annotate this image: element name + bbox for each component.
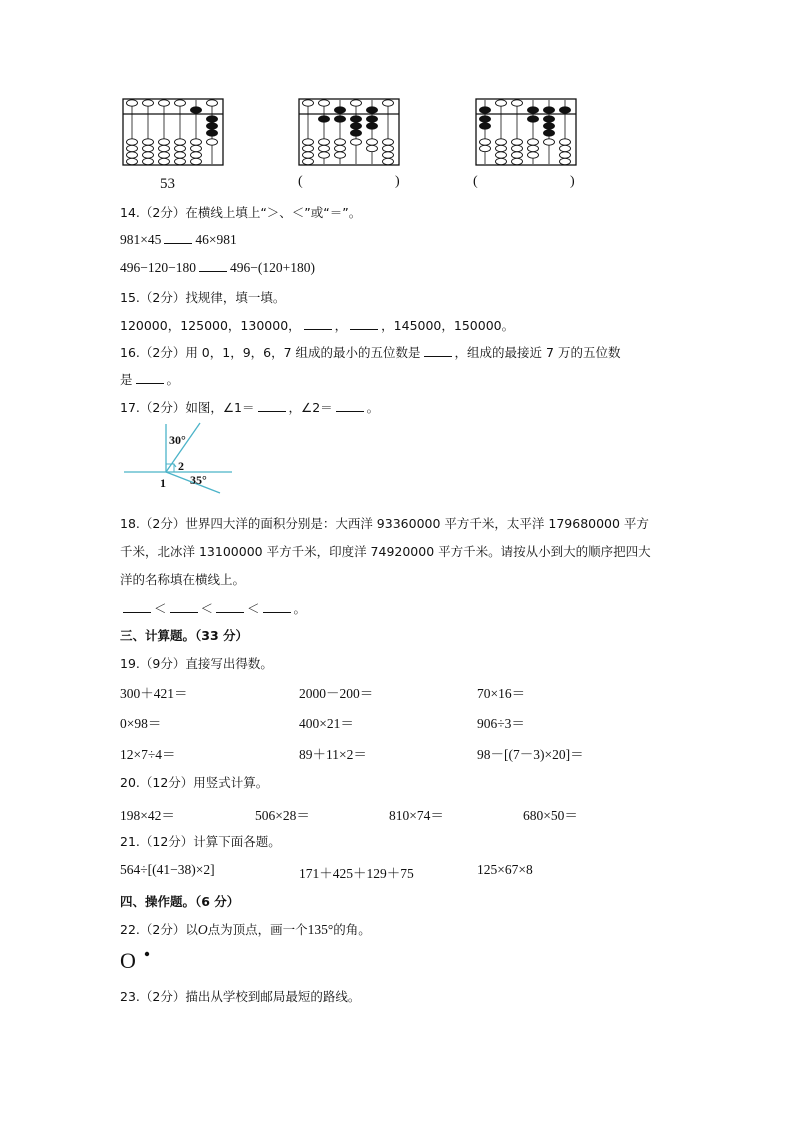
q17-blank-1[interactable] — [258, 399, 286, 412]
q19-item: 400×21＝ — [299, 716, 354, 731]
abacus-1-answer: 53 — [160, 176, 175, 192]
q15-label: 15.（2分）找规律，填一填。 — [120, 290, 286, 305]
q20-item: 680×50＝ — [523, 808, 578, 823]
section3-title: 三、计算题。（33 分） — [120, 628, 248, 643]
q18-blank-3[interactable] — [216, 600, 244, 613]
q19-item: 12×7÷4＝ — [120, 747, 176, 762]
q20-item: 810×74＝ — [389, 808, 444, 823]
q18-line1: 18.（2分）世界四大洋的面积分别是：大西洋 93360000 平方千米，太平洋 179680000 平方 — [120, 516, 649, 531]
abacus-3 — [475, 98, 577, 166]
q19-item: 300＋421＝ — [120, 686, 188, 701]
q21-label: 21.（12分）计算下面各题。 — [120, 834, 281, 849]
q15-blank-2[interactable] — [350, 317, 378, 330]
angle-35-label: 35° — [190, 473, 207, 487]
q18-blank-1[interactable] — [123, 600, 151, 613]
abacus-3-paren-close: ) — [570, 174, 575, 189]
angle-figure — [120, 420, 240, 495]
q18-blank-2[interactable] — [170, 600, 198, 613]
q21-item: 564÷[(41−38)×2] — [120, 862, 215, 877]
q23-label: 23.（2分）描出从学校到邮局最短的路线。 — [120, 989, 361, 1004]
section4-title: 四、操作题。（6 分） — [120, 894, 240, 909]
q14-blank-1[interactable] — [164, 231, 192, 244]
q15-sequence: 120000，125000，130000， ， ，145000，150000。 — [120, 318, 515, 333]
q19-item: 70×16＝ — [477, 686, 526, 701]
q15-blank-1[interactable] — [304, 317, 332, 330]
q21-item: 125×67×8 — [477, 862, 533, 877]
q14-label: 14.（2分）在横线上填上“＞、＜”或“＝”。 — [120, 205, 362, 220]
angle-30-label: 30° — [169, 433, 186, 447]
q18-answer-row: ＜ ＜ ＜ 。 — [120, 599, 306, 617]
q14-line1: 981×45 46×981 — [120, 232, 237, 247]
abacus-2 — [298, 98, 400, 166]
q19-item: 0×98＝ — [120, 716, 162, 731]
angle-2-label: 2 — [178, 459, 184, 473]
q16-line2: 是 。 — [120, 372, 180, 387]
q20-item: 506×28＝ — [255, 808, 310, 823]
q18-blank-4[interactable] — [263, 600, 291, 613]
q19-item: 98－[(7－3)×20]＝ — [477, 747, 584, 762]
angle-1-label: 1 — [160, 476, 166, 490]
q21-item: 171＋425＋129＋75 — [299, 866, 414, 881]
q22-label: 22.（2分）以O点为顶点，画一个135°的角。 — [120, 922, 371, 937]
q19-item: 906÷3＝ — [477, 716, 525, 731]
q17-blank-2[interactable] — [336, 399, 364, 412]
q16-line1: 16.（2分）用 0，1，9，6，7 组成的最小的五位数是 ，组成的最接近 7 万的五位数 — [120, 345, 621, 360]
q16-blank-1[interactable] — [424, 344, 452, 357]
q19-label: 19.（9分）直接写出得数。 — [120, 656, 273, 671]
abacus-3-paren-open: ( — [473, 174, 478, 189]
abacus-2-paren-open: ( — [298, 174, 303, 189]
abacus-1 — [122, 98, 224, 166]
q16-blank-2[interactable] — [136, 371, 164, 384]
q18-line2: 千米，北冰洋 13100000 平方千米，印度洋 74920000 平方千米。请按从小到大的顺序把四大 — [120, 544, 651, 559]
q20-label: 20.（12分）用竖式计算。 — [120, 775, 269, 790]
q17-label: 17.（2分）如图，∠1＝ ，∠2＝ 。 — [120, 400, 380, 415]
q20-item: 198×42＝ — [120, 808, 175, 823]
q19-item: 2000－200＝ — [299, 686, 374, 701]
abacus-2-paren-close: ) — [395, 174, 400, 189]
point-o-label: O — [120, 948, 136, 973]
point-o-dot — [143, 950, 151, 958]
q14-line2: 496−120−180 496−(120+180) — [120, 260, 315, 275]
q14-blank-2[interactable] — [199, 259, 227, 272]
q19-item: 89＋11×2＝ — [299, 747, 367, 762]
q18-line3: 洋的名称填在横线上。 — [120, 572, 246, 587]
